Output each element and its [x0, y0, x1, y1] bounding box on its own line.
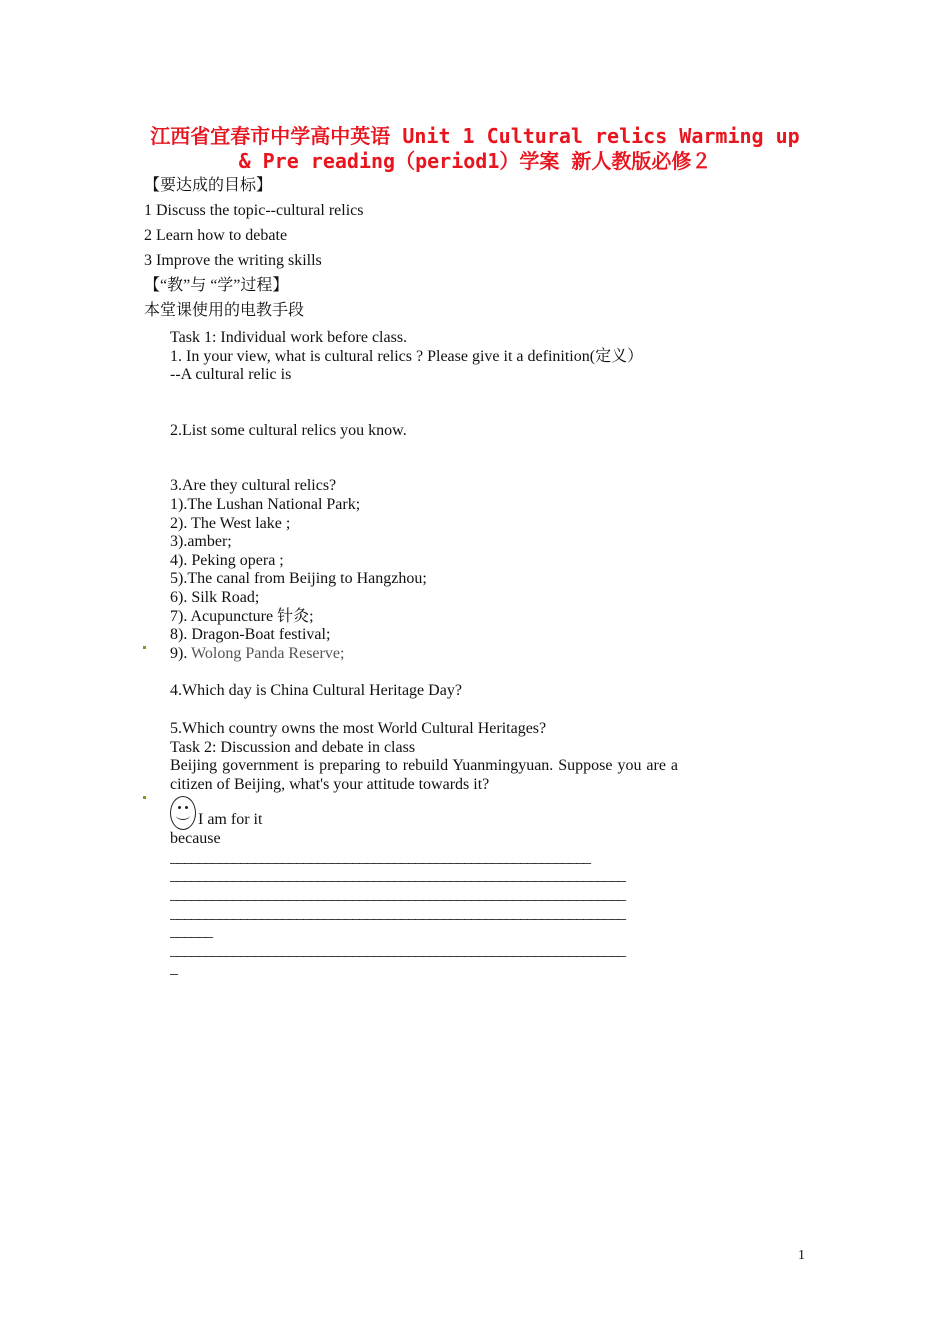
- question-5: 5.Which country owns the most World Cultural Heritages?: [170, 719, 547, 737]
- answer-line: _: [170, 960, 177, 978]
- title-line-2: & Pre reading（period1）学案 新人教版必修２: [238, 149, 712, 173]
- because-label: because: [170, 830, 221, 848]
- q3-item: 2). The West lake ;: [170, 514, 291, 532]
- q3-item: [170, 645, 678, 664]
- goal-item-2: 2 Learn how to debate: [144, 227, 288, 244]
- answer-line: ______: [170, 923, 212, 941]
- goal-item-1: 1 Discuss the topic--cultural relics: [144, 202, 364, 219]
- question-1: 1. In your view, what is cultural relics ? Please give it a definition(定义）: [170, 347, 644, 365]
- smiley-face-icon: [170, 796, 196, 830]
- q3-item: 8). Dragon-Boat festival;: [170, 626, 331, 644]
- q3-item: 1).The Lushan National Park;: [170, 495, 361, 513]
- for-it-line: [170, 796, 678, 830]
- q3-item: 7). Acupuncture 针灸;: [170, 607, 314, 625]
- question-2: 2.List some cultural relics you know.: [170, 421, 407, 439]
- task1-heading: Task 1: Individual work before class.: [170, 329, 408, 346]
- q3-item: 5).The canal from Beijing to Hangzhou;: [170, 570, 427, 588]
- question-4: 4.Which day is China Cultural Heritage Day?: [170, 682, 462, 700]
- answer-line: ____________________________________________________________: [170, 848, 590, 866]
- question-3: 3.Are they cultural relics?: [170, 477, 337, 495]
- q3-item: 6). Silk Road;: [170, 588, 260, 606]
- q3-item: 4). Peking opera ;: [170, 551, 284, 569]
- for-it-label: I am for it: [198, 811, 263, 829]
- answer-line: _________________________________________________________________: [170, 886, 625, 904]
- answer-line: _________________________________________________________________: [170, 904, 625, 922]
- document-title: [140, 124, 810, 174]
- goals-header: 【要达成的目标】: [144, 177, 273, 194]
- answer-line: _________________________________________________________________: [170, 867, 625, 885]
- media-label: 本堂课使用的电教手段: [144, 302, 305, 319]
- margin-mark: [143, 796, 146, 799]
- question-1-answer-prompt: --A cultural relic is: [170, 366, 292, 384]
- title-line-1: 江西省宜春市中学高中英语 Unit 1 Cultural relics Warming up: [150, 124, 800, 148]
- answer-line: _________________________________________________________________: [170, 941, 625, 959]
- task2-prompt: Beijing government is preparing to rebuild Yuanmingyuan. Suppose you are a citizen of Beijing, what's your attitude towards it?: [170, 757, 678, 793]
- goal-item-3: 3 Improve the writing skills: [144, 252, 322, 269]
- margin-mark: [143, 646, 146, 649]
- task2-heading: Task 2: Discussion and debate in class: [170, 738, 416, 756]
- q3-item: 3).amber;: [170, 533, 232, 551]
- task1-section: [170, 329, 678, 979]
- process-header: 【“教”与 “学”过程】: [144, 277, 289, 294]
- q3-item-9-text: Wolong Panda Reserve;: [191, 644, 345, 662]
- q3-item-9-number: 9).: [170, 644, 188, 662]
- page-number: 1: [798, 1248, 805, 1263]
